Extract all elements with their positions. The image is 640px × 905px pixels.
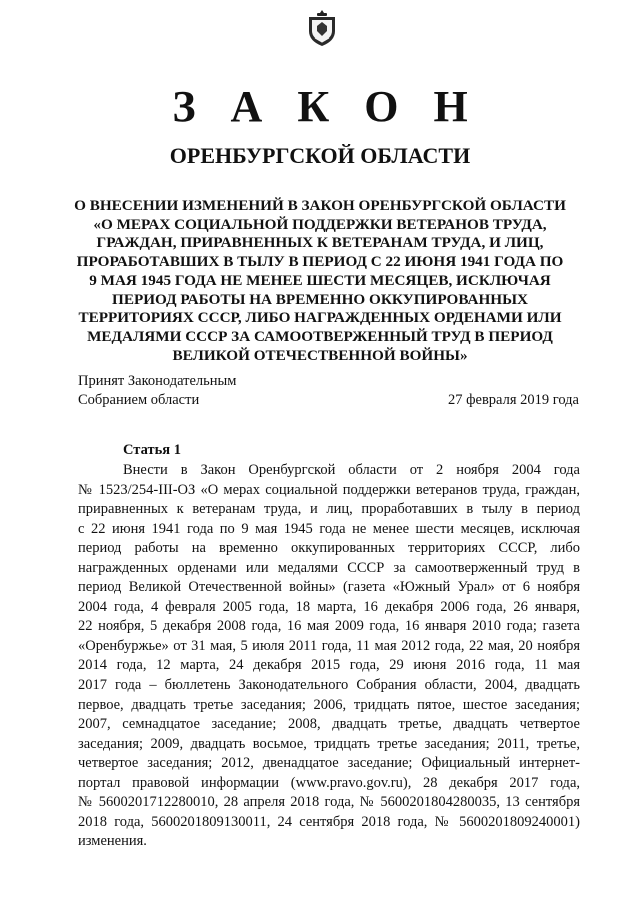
- document-title: З А К О Н: [172, 82, 480, 131]
- adoption-line: Собранием области: [78, 392, 200, 408]
- subject-line: О ВНЕСЕНИИ ИЗМЕНЕНИЙ В ЗАКОН ОРЕНБУРГСКОЙ ОБЛАСТИ: [74, 197, 566, 214]
- article-line: 2017 года – бюллетень Законодательного Собрания области, 2004, двадцать: [78, 677, 580, 694]
- coat-of-arms-icon: [306, 8, 338, 48]
- article-line: 22 ноября, 5 декабря 2008 года, 16 мая 2009 года, 16 января 2010 года; газета: [78, 618, 580, 635]
- article-line: награжденных орденами или медалями СССР за самоотверженный труд в: [78, 559, 580, 576]
- article-line: заседания; 2009, двадцать восьмое, тридцать третье заседания; 2011, третье,: [78, 735, 580, 752]
- subject-line: 9 МАЯ 1945 ГОДА НЕ МЕНЕЕ ШЕСТИ МЕСЯЦЕВ, ИСКЛЮЧАЯ: [89, 271, 551, 289]
- article-line: № 5600201712280010, 28 апреля 2018 года, № 5600201804280035, 13 сентября: [78, 794, 580, 811]
- article-line: 2004 года, 4 февраля 2005 года, 18 марта, 16 декабря 2006 года, 26 января,: [78, 598, 580, 615]
- article-line: № 1523/254-III-ОЗ «О мерах социальной поддержки ветеранов труда, граждан,: [78, 481, 580, 498]
- document-region: ОРЕНБУРГСКОЙ ОБЛАСТИ: [169, 143, 471, 168]
- article-line: первое, двадцать третье заседания; 2006, тридцать пятое, шестое заседания;: [78, 696, 580, 713]
- article-line: период Великой Отечественной войны» (газета «Южный Урал» от 6 ноября: [78, 579, 580, 596]
- article-line: изменения.: [78, 833, 147, 850]
- adoption-note: [78, 372, 236, 410]
- article-line: Внести в Закон Оренбургской области от 2 ноября 2004 года: [123, 462, 580, 478]
- subject-line: ГРАЖДАН, ПРИРАВНЕННЫХ К ВЕТЕРАНАМ ТРУДА, И ЛИЦ,: [96, 234, 544, 252]
- adoption-date: 27 февраля 2019 года: [447, 392, 579, 408]
- subject-line: ПЕРИОД РАБОТЫ НА ВРЕМЕННО ОККУПИРОВАННЫХ: [112, 290, 528, 308]
- article-line: 2014 года, 12 марта, 24 декабря 2015 года, 29 июня 2016 года, 11 мая: [78, 657, 580, 674]
- article-line: 2018 года, 5600201809130011, 24 сентября 2018 года, № 5600201809240001): [78, 813, 580, 830]
- adoption-line: Принят Законодательным: [78, 373, 237, 389]
- subject-line: ТЕРРИТОРИЯХ СССР, ЛИБО НАГРАЖДЕННЫХ ОРДЕНАМИ ИЛИ: [78, 309, 562, 327]
- article-line: «Оренбуржье» от 31 мая, 5 июля 2011 года, 11 мая 2012 года, 22 мая, 20 ноября: [78, 637, 580, 654]
- document-subject: [70, 197, 570, 365]
- article-line: период работы на временно оккупированных территориях СССР, либо: [78, 540, 580, 557]
- article-heading: Статья 1: [123, 442, 181, 458]
- article-line: с 22 июня 1941 года по 9 мая 1945 года не менее шести месяцев, исключая: [78, 520, 580, 537]
- article-line: портал правовой информации (www.pravo.gov.ru), 28 декабря 2017 года,: [78, 774, 580, 791]
- article-line: четвертое заседания; 2012, двенадцатое заседание; Официальный интернет-: [78, 755, 580, 772]
- subject-line: «О МЕРАХ СОЦИАЛЬНОЙ ПОДДЕРЖКИ ВЕТЕРАНОВ ТРУДА,: [93, 215, 547, 233]
- subject-line: МЕДАЛЯМИ СССР ЗА САМООТВЕРЖЕННЫЙ ТРУД В ПЕРИОД: [87, 327, 553, 345]
- subject-line: ПРОРАБОТАВШИХ В ТЫЛУ В ПЕРИОД С 22 ИЮНЯ 1941 ГОДА ПО: [76, 253, 564, 271]
- subject-line: ВЕЛИКОЙ ОТЕЧЕСТВЕННОЙ ВОЙНЫ»: [172, 346, 468, 364]
- article-line: 2007, семнадцатое заседание; 2008, двадцать третье, двадцать четвертое: [78, 716, 580, 733]
- article-body: [78, 461, 580, 852]
- article-line: приравненных к ветеранам труда, и лиц, проработавших в тылу в период: [78, 501, 580, 518]
